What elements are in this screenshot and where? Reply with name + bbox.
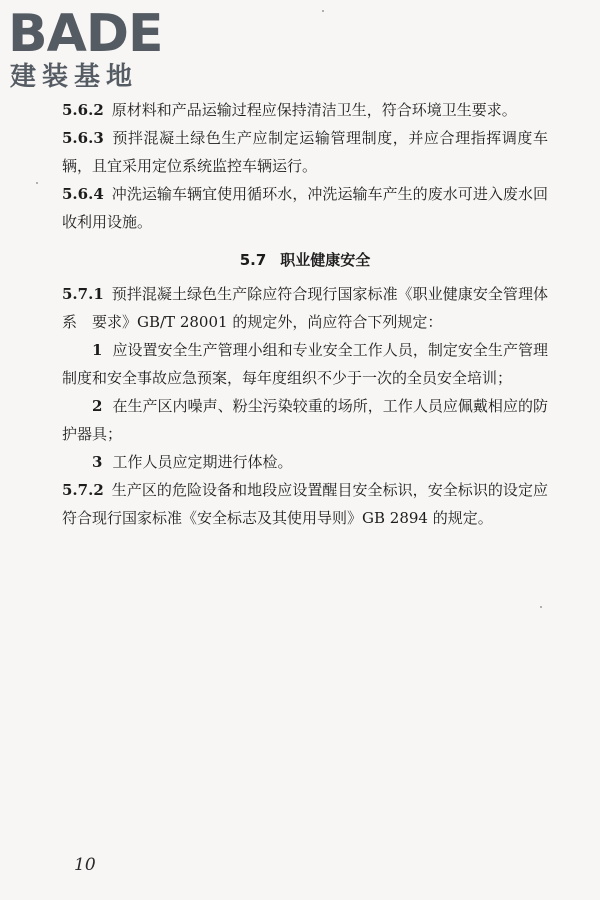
section-number: 5.7 <box>239 251 267 269</box>
item-text: 工作人员应定期进行体检。 <box>112 453 293 471</box>
section-heading <box>62 246 548 274</box>
list-item <box>62 336 548 392</box>
clause-text: 冲洗运输车辆宜使用循环水，冲洗运输车产生的废水可进入废水回收利用设施。 <box>62 185 548 231</box>
scan-speck <box>36 182 38 184</box>
item-text: 应设置安全生产管理小组和专业安全工作人员，制定安全生产管理制度和安全事故应急预案，每年度组织不少于一次的全员安全培训； <box>62 341 548 387</box>
section-title-text: 职业健康安全 <box>280 251 371 269</box>
list-item <box>62 392 548 448</box>
list-item <box>62 448 548 476</box>
item-text: 在生产区内噪声、粉尘污染较重的场所，工作人员应佩戴相应的防护器具； <box>62 397 548 443</box>
clause-5-6-3 <box>62 124 548 180</box>
scan-speck <box>322 10 324 12</box>
clause-number: 5.6.4 <box>62 185 104 203</box>
clause-text: 生产区的危险设备和地段应设置醒目安全标识，安全标识的设定应符合现行国家标准《安全标志及其使用导则》GB 2894 的规定。 <box>62 481 548 527</box>
clause-number: 5.6.2 <box>62 101 104 119</box>
clause-number: 5.7.1 <box>62 285 104 303</box>
clause-5-6-2 <box>62 96 548 124</box>
clause-5-7-2 <box>62 476 548 532</box>
clause-text: 原材料和产品运输过程应保持清洁卫生，符合环境卫生要求。 <box>111 101 517 119</box>
item-number: 2 <box>92 397 103 415</box>
clause-5-6-4 <box>62 180 548 236</box>
bade-logo <box>6 4 176 90</box>
clause-number: 5.6.3 <box>62 129 104 147</box>
item-number: 1 <box>92 341 103 359</box>
document-body <box>62 96 548 532</box>
clause-text: 预拌混凝土绿色生产除应符合现行国家标准《职业健康安全管理体系 要求》GB/T 28001 的规定外，尚应符合下列规定： <box>62 285 548 331</box>
clause-5-7-1 <box>62 280 548 336</box>
logo-wordmark: BADE <box>8 4 163 64</box>
scan-speck <box>540 606 542 608</box>
page-number: 10 <box>74 855 96 875</box>
clause-number: 5.7.2 <box>62 481 104 499</box>
item-number: 3 <box>92 453 103 471</box>
logo-subtitle: 建装基地 <box>10 62 139 92</box>
clause-text: 预拌混凝土绿色生产应制定运输管理制度，并应合理指挥调度车辆，且宜采用定位系统监控车辆运行。 <box>62 129 548 175</box>
